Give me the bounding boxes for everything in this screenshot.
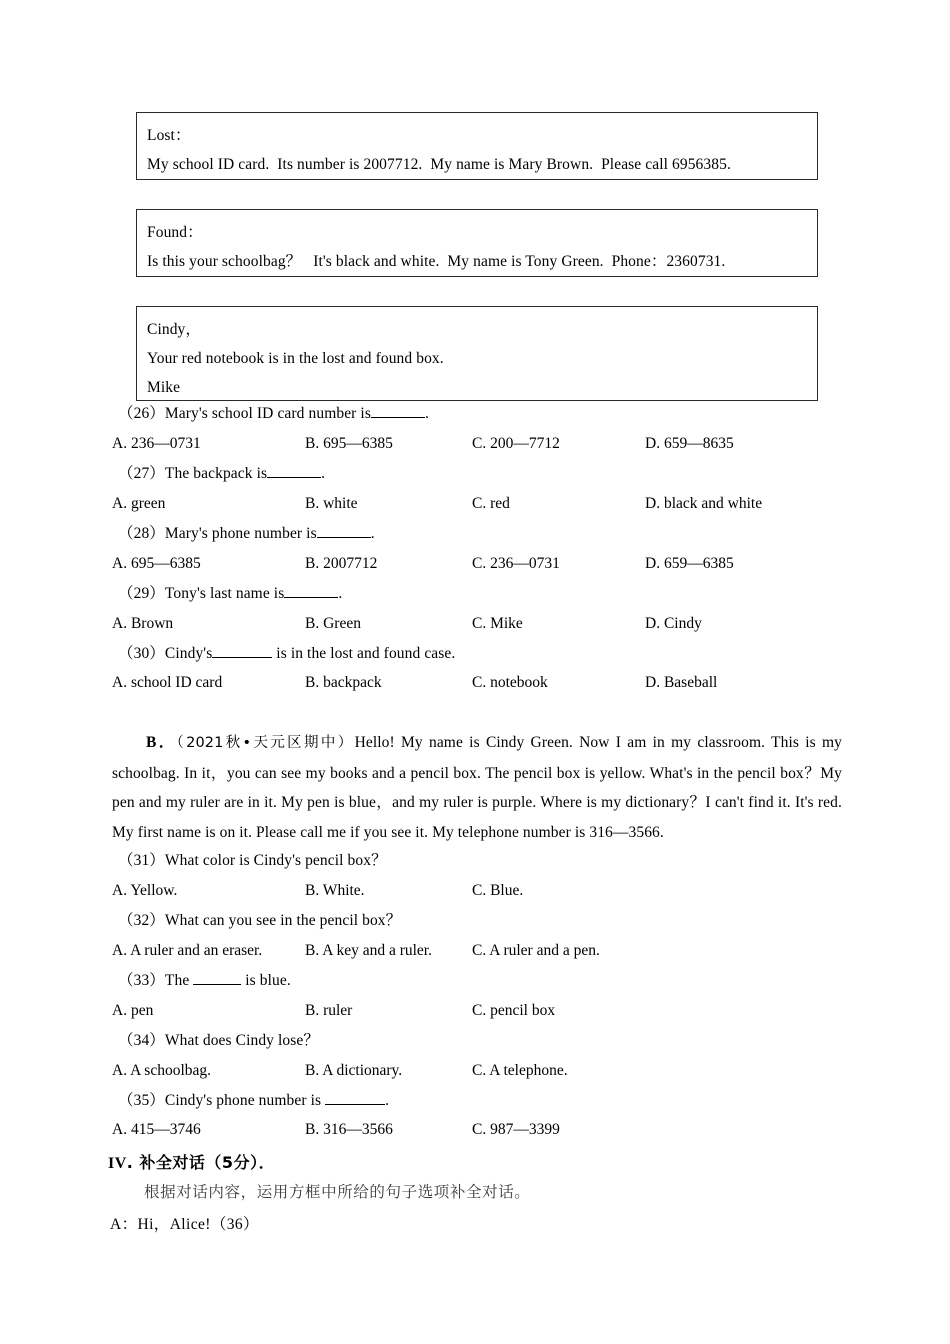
option-b[interactable]: B. 316—3566	[305, 1121, 393, 1138]
option-b[interactable]: B. white	[305, 495, 358, 512]
option-b[interactable]: B. A key and a ruler.	[305, 942, 432, 959]
question-26-number: （26）	[118, 405, 165, 422]
answer-blank	[284, 584, 338, 598]
option-c[interactable]: C. A telephone.	[472, 1062, 568, 1079]
option-b[interactable]: B. A dictionary.	[305, 1062, 403, 1079]
lost-notice-heading: Lost：	[147, 127, 191, 144]
option-c[interactable]: C. pencil box	[472, 1002, 556, 1019]
option-a[interactable]: A. 415—3746	[112, 1121, 201, 1138]
option-c[interactable]: C. red	[472, 495, 510, 512]
message-signature: Mike	[147, 379, 181, 396]
answer-blank	[317, 524, 371, 538]
question-27-stem	[118, 464, 325, 484]
option-b[interactable]: B. backpack	[305, 674, 382, 691]
passage-b-source: （2021秋•天元区期中）	[176, 735, 355, 751]
section-four-instruction: 根据对话内容，运用方框中所给的句子选项补全对话。	[144, 1183, 531, 1201]
option-a[interactable]: A. pen	[112, 1002, 154, 1019]
section-four-heading	[108, 1150, 275, 1173]
dialog-line-a: A：Hi，Alice!（36）	[110, 1216, 259, 1233]
lost-notice-box	[136, 112, 818, 180]
question-35-stem	[118, 1091, 389, 1111]
option-a[interactable]: A. school ID card	[112, 674, 223, 691]
question-35-text: Cindy's phone number is	[164, 1092, 326, 1109]
question-28-stem	[118, 524, 375, 544]
question-33-text: The	[164, 972, 194, 989]
question-32-number: （32）	[118, 912, 165, 929]
option-c[interactable]: C. 236—0731	[472, 555, 560, 572]
question-29-text: Tony's last name is	[164, 585, 285, 602]
question-30-stem	[118, 644, 455, 664]
question-30-text: Cindy's	[164, 645, 213, 662]
option-b[interactable]: B. 695—6385	[305, 435, 393, 452]
option-b[interactable]: B. 2007712	[305, 555, 378, 572]
option-d[interactable]: D. Cindy	[645, 615, 702, 632]
option-d[interactable]: D. 659—8635	[645, 435, 734, 452]
question-27-number: （27）	[118, 465, 165, 482]
option-c[interactable]: C. A ruler and a pen.	[472, 942, 600, 959]
question-34-text: What does Cindy lose？	[164, 1032, 319, 1049]
answer-blank	[371, 404, 425, 418]
question-31-text: What color is Cindy's pencil box？	[164, 852, 387, 869]
question-34-stem	[118, 1031, 319, 1051]
option-a[interactable]: A. 236—0731	[112, 435, 201, 452]
option-b[interactable]: B. ruler	[305, 1002, 353, 1019]
option-c[interactable]: C. Blue.	[472, 882, 524, 899]
option-b[interactable]: B. Green	[305, 615, 361, 632]
question-30-tail: is in the lost and found case.	[272, 645, 456, 662]
question-33-number: （33）	[118, 972, 165, 989]
question-30-number: （30）	[118, 645, 165, 662]
answer-blank	[267, 464, 321, 478]
question-33-stem	[118, 971, 291, 991]
found-notice-body: Is this your schoolbag？ It's black and white. My name is Tony Green. Phone：2360731.	[147, 253, 726, 270]
question-31-stem	[118, 851, 387, 871]
answer-blank	[193, 971, 241, 985]
found-notice-heading: Found：	[147, 224, 203, 241]
question-29-number: （29）	[118, 585, 165, 602]
question-28-tail: .	[370, 525, 375, 542]
question-34-number: （34）	[118, 1032, 165, 1049]
question-26-stem	[118, 404, 429, 424]
question-29-stem	[118, 584, 342, 604]
message-salutation: Cindy，	[147, 321, 201, 338]
section-four-title: . 补全对话（5分）．	[126, 1153, 276, 1172]
option-a[interactable]: A. Yellow.	[112, 882, 178, 899]
question-27-tail: .	[321, 465, 326, 482]
option-a[interactable]: A. green	[112, 495, 166, 512]
question-26-tail: .	[424, 405, 429, 422]
question-33-tail: is blue.	[241, 972, 291, 989]
message-body: Your red notebook is in the lost and found box.	[147, 350, 444, 367]
lost-notice-body: My school ID card. Its number is 2007712. My name is Mary Brown. Please call 6956385.	[147, 156, 731, 173]
section-four-roman: IV	[108, 1155, 127, 1172]
message-notice-box	[136, 306, 818, 401]
passage-b-body: Hello! My name is Cindy Green. Now I am in my classroom. This is my schoolbag. In it，you can see my books and a pencil box. The pencil box is yellow. What's in the pencil box？My pen and my ruler are in it. My pen is blue，and my ruler is purple. Where is my dictionary？I can't find it. It's red. My first name is on it. Please call me if you see it. My telephone number is 316—3566.	[112, 734, 842, 841]
option-a[interactable]: A. A ruler and an eraser.	[112, 942, 263, 959]
option-a[interactable]: A. A schoolbag.	[112, 1062, 212, 1079]
question-28-text: Mary's phone number is	[164, 525, 317, 542]
found-notice-box	[136, 209, 818, 277]
option-d[interactable]: D. black and white	[645, 495, 763, 512]
answer-blank	[325, 1091, 385, 1105]
question-29-tail: .	[338, 585, 343, 602]
question-35-tail: .	[385, 1092, 390, 1109]
option-a[interactable]: A. Brown	[112, 615, 174, 632]
passage-b-label: B．	[146, 734, 177, 751]
question-31-number: （31）	[118, 852, 165, 869]
option-d[interactable]: D. Baseball	[645, 674, 718, 691]
question-28-number: （28）	[118, 525, 165, 542]
question-32-text: What can you see in the pencil box？	[164, 912, 402, 929]
question-35-number: （35）	[118, 1092, 165, 1109]
option-c[interactable]: C. 987—3399	[472, 1121, 560, 1138]
answer-blank	[212, 644, 272, 658]
question-27-text: The backpack is	[164, 465, 268, 482]
question-26-text: Mary's school ID card number is	[164, 405, 371, 422]
option-b[interactable]: B. White.	[305, 882, 365, 899]
option-a[interactable]: A. 695—6385	[112, 555, 201, 572]
option-c[interactable]: C. Mike	[472, 615, 523, 632]
question-32-stem	[118, 911, 401, 931]
option-c[interactable]: C. 200—7712	[472, 435, 560, 452]
option-d[interactable]: D. 659—6385	[645, 555, 734, 572]
passage-b	[112, 728, 842, 847]
option-c[interactable]: C. notebook	[472, 674, 548, 691]
